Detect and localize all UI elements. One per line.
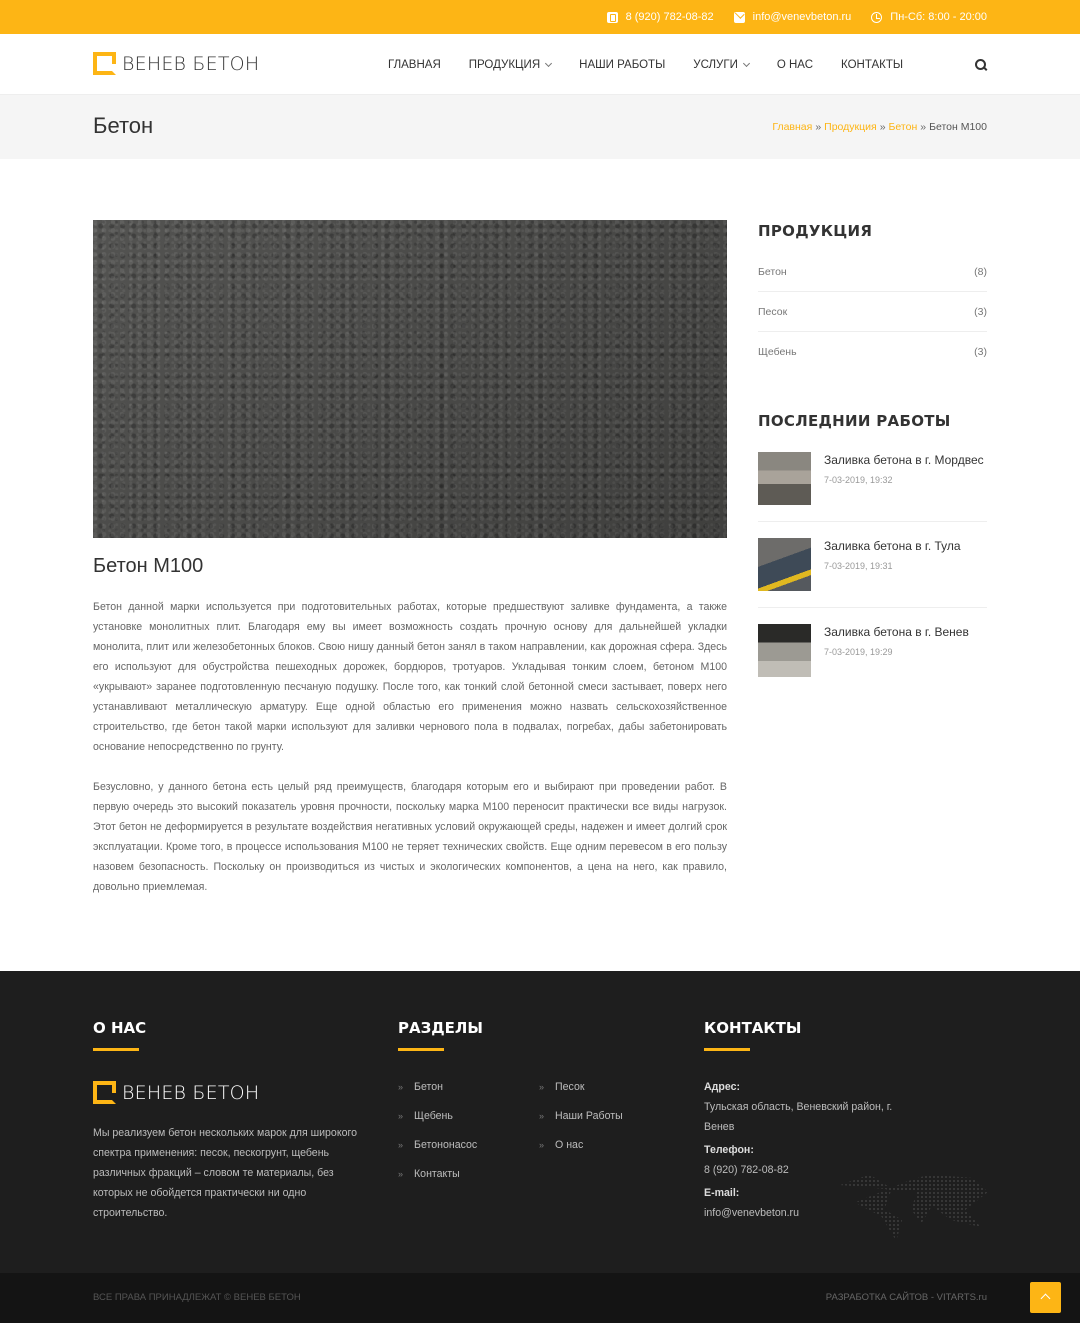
footer-link[interactable]: » Бетононасос xyxy=(398,1139,478,1151)
work-date: 7-03-2019, 19:29 xyxy=(824,647,893,657)
heading-underline xyxy=(398,1048,444,1051)
footer-about-text: Мы реализуем бетон нескольких марок для широкого спектра применения: песок, пескогрунт, щебень различных фракций – словом те материалы, без которых не обойдется практически ни одно строительство. xyxy=(93,1127,357,1219)
nav-products[interactable]: ПРОДУКЦИЯ xyxy=(469,59,551,71)
footer-contacts-heading: КОНТАКТЫ xyxy=(704,1019,802,1037)
article-body xyxy=(93,597,727,917)
work-date: 7-03-2019, 19:32 xyxy=(824,475,893,485)
heading-underline xyxy=(93,1048,139,1051)
topbar-email[interactable]: info@venevbeton.ru xyxy=(734,11,852,23)
copyright: ВСЕ ПРАВА ПРИНАДЛЕЖАТ © ВЕНЕВ БЕТОН xyxy=(93,1292,301,1303)
work-item[interactable] xyxy=(758,624,987,693)
scroll-to-top-button[interactable] xyxy=(1030,1282,1061,1313)
nav-about[interactable]: О НАС xyxy=(776,58,814,71)
chevron-right-icon: » xyxy=(398,1082,404,1092)
work-title[interactable]: Заливка бетона в г. Мордвес xyxy=(824,453,984,467)
site-logo[interactable]: ВЕНЕВ БЕТОН xyxy=(93,52,259,75)
main-nav xyxy=(388,34,903,95)
nav-works[interactable]: НАШИ РАБОТЫ xyxy=(579,58,666,71)
category-list xyxy=(758,252,987,372)
footer-link[interactable]: » О нас xyxy=(539,1139,584,1151)
article-title: Бетон М100 xyxy=(93,555,204,577)
top-bar xyxy=(0,0,1080,34)
developer-credit[interactable]: РАЗРАБОТКА САЙТОВ - VITARTS.ru xyxy=(825,1292,987,1303)
footer-link[interactable]: » Песок xyxy=(539,1081,585,1093)
footer-contacts: Адрес: Тульская область, Веневский район, г. Венев Телефон: 8 (920) 782-08-82 E-mail: info@venevbeton.ru xyxy=(704,1077,904,1226)
heading-underline xyxy=(704,1048,750,1051)
nav-services[interactable]: УСЛУГИ xyxy=(693,59,749,71)
chevron-right-icon: » xyxy=(539,1140,545,1150)
footer-link[interactable]: » Наши Работы xyxy=(539,1110,623,1122)
breadcrumb-products[interactable]: Продукция xyxy=(824,121,877,133)
world-map-decoration xyxy=(840,1171,988,1241)
footer-address: Тульская область, Веневский район, г. Венев xyxy=(704,1101,893,1133)
chevron-right-icon: » xyxy=(539,1082,545,1092)
chevron-right-icon: » xyxy=(398,1169,404,1179)
work-date: 7-03-2019, 19:31 xyxy=(824,561,893,571)
chevron-right-icon: » xyxy=(398,1140,404,1150)
site-footer xyxy=(0,971,1080,1273)
footer-link[interactable]: » Бетон xyxy=(398,1081,443,1093)
work-thumbnail[interactable] xyxy=(758,452,811,505)
article-paragraph: Безусловно, у данного бетона есть целый ряд преимуществ, благодаря которым его и выбирают при проведении работ. В первую очередь это высокий показатель уровня прочности, поскольку марка М100 переносит практически все виды нагрузок. Этот бетон не деформируется в результате воздействия негативных условий окружающей среды, надежен и имеет долгий срок эксплуатации. Кроме того, в процессе использования М100 не теряет технических свойств. Еще одним перевесом в его пользу назовем безопасность. Поскольку он производиться из чистых и экологических компонентов, а цена на него, как правило, довольно приемлемая. xyxy=(93,781,727,893)
work-item[interactable] xyxy=(758,452,987,522)
footer-email[interactable]: info@venevbeton.ru xyxy=(704,1207,799,1219)
topbar-hours: Пн-Сб: 8:00 - 20:00 xyxy=(871,11,987,23)
nav-contacts[interactable]: КОНТАКТЫ xyxy=(841,58,904,71)
footer-links xyxy=(398,1077,680,1184)
topbar-phone[interactable]: 8 (920) 782-08-82 xyxy=(607,11,714,23)
work-item[interactable] xyxy=(758,538,987,608)
site-header xyxy=(0,34,1080,95)
work-thumbnail[interactable] xyxy=(758,624,811,677)
breadcrumb-current: Бетон М100 xyxy=(929,121,987,133)
page-title: Бетон xyxy=(93,113,154,138)
footer-link[interactable]: » Контакты xyxy=(398,1168,460,1180)
phone-icon xyxy=(607,12,618,23)
chevron-right-icon: » xyxy=(539,1111,545,1121)
search-icon[interactable] xyxy=(974,58,988,72)
category-item[interactable]: Щебень (3) xyxy=(758,346,987,358)
mail-icon xyxy=(734,12,745,23)
footer-phone[interactable]: 8 (920) 782-08-82 xyxy=(704,1164,789,1176)
recent-works xyxy=(758,452,987,709)
works-heading: ПОСЛЕДНИИ РАБОТЫ xyxy=(758,412,951,430)
chevron-down-icon xyxy=(545,59,552,66)
footer-about-heading: О НАС xyxy=(93,1019,147,1037)
breadcrumb: Главная » Продукция » Бетон » Бетон М100 xyxy=(772,121,987,133)
logo-icon xyxy=(93,52,116,75)
clock-icon xyxy=(871,12,882,23)
category-item[interactable]: Песок (3) xyxy=(758,292,987,332)
products-heading: ПРОДУКЦИЯ xyxy=(758,222,873,240)
chevron-right-icon: » xyxy=(398,1111,404,1121)
work-thumbnail[interactable] xyxy=(758,538,811,591)
footer-link[interactable]: » Щебень xyxy=(398,1110,453,1122)
chevron-down-icon xyxy=(743,59,750,66)
footer-logo[interactable]: ВЕНЕВ БЕТОН xyxy=(93,1081,259,1104)
category-item[interactable]: Бетон (8) xyxy=(758,252,987,292)
concrete-image xyxy=(93,220,727,538)
footer-sections-heading: РАЗДЕЛЫ xyxy=(398,1019,483,1037)
work-title[interactable]: Заливка бетона в г. Венев xyxy=(824,625,969,639)
breadcrumb-home[interactable]: Главная xyxy=(772,121,813,133)
article-paragraph: Бетон данной марки используется при подготовительных работах, которые предшествуют заливке фундамента, а также установке монолитных плит. Благодаря ему вы имеет возможность создать прочную основу для дальнейшей укладки монолита, плит или железобетонных блоков. Свою нишу данный бетон занял в таком направлении, как дорожная сфера. Здесь его используют для обустройства пешеходных дорожек, бордюров, тротуаров. Укладывая тонким слоем, бетоном М100 «укрывают» заранее подготовленную песчаную подушку. После того, как тонкий слой бетонной смеси застывает, поверх него устанавливают металлическую арматуру. Еще одной областью его применения можно назвать сельскохозяйственное строительство, где бетон такой марки используют для заливки чернового пола в подвалах, погребах, дабы забетонировать основание непосредственно по грунту. xyxy=(93,601,727,753)
bottom-bar xyxy=(0,1273,1080,1323)
breadcrumb-beton[interactable]: Бетон xyxy=(888,121,918,133)
page-title-band xyxy=(0,95,1080,159)
logo-icon xyxy=(93,1081,116,1104)
nav-home[interactable]: ГЛАВНАЯ xyxy=(388,58,441,71)
work-title[interactable]: Заливка бетона в г. Тула xyxy=(824,539,961,553)
